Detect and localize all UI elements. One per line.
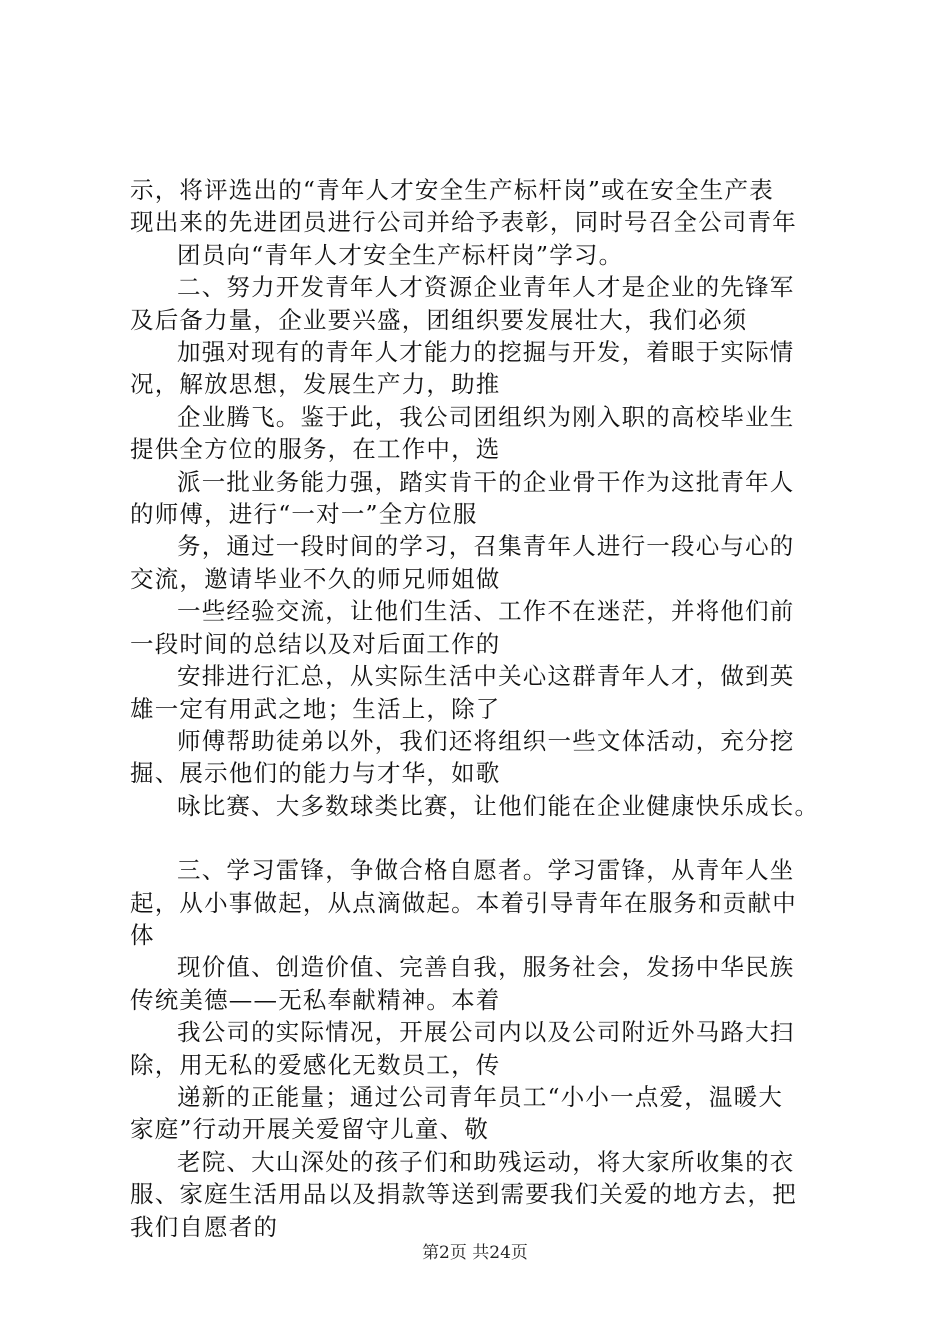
text-line: 况，解放思想，发展生产力，助推 — [130, 370, 501, 399]
text-line: 一些经验交流，让他们生活、工作不在迷茫，并将他们前 — [177, 597, 795, 626]
text-line: 交流，邀请毕业不久的师兄师姐做 — [130, 564, 501, 593]
text-line: 加强对现有的青年人才能力的挖掘与开发，着眼于实际情 — [177, 338, 795, 367]
text-line: 掘、展示他们的能力与才华，如歌 — [130, 759, 501, 788]
text-line: 三、学习雷锋，争做合格自愿者。学习雷锋，从青年人坐 — [177, 856, 795, 885]
text-line: 团员向“青年人才安全生产标杆岗”学习。 — [177, 240, 624, 269]
text-line: 我公司的实际情况，开展公司内以及公司附近外马路大扫 — [177, 1018, 795, 1047]
text-line: 一段时间的总结以及对后面工作的 — [130, 629, 501, 658]
text-line: 咏比赛、大多数球类比赛，让他们能在企业健康快乐成长。 — [177, 791, 820, 820]
text-line: 雄一定有用武之地；生活上，除了 — [130, 694, 501, 723]
text-line: 二、努力开发青年人才资源企业青年人才是企业的先锋军 — [177, 273, 795, 302]
text-line: 现出来的先进团员进行公司并给予表彰，同时号召全公司青年 — [130, 208, 797, 237]
document-body — [130, 174, 850, 1243]
text-line: 老院、大山深处的孩子们和助残运动，将大家所收集的衣 — [177, 1147, 795, 1176]
text-line: 现价值、创造价值、完善自我，服务社会，发扬中华民族 — [177, 953, 795, 982]
text-line: 及后备力量，企业要兴盛，团组织要发展壮大，我们必须 — [130, 305, 748, 334]
text-line: 起，从小事做起，从点滴做起。本着引导青年在服务和贡献中 — [130, 888, 797, 917]
text-line: 我们自愿者的 — [130, 1212, 279, 1241]
paragraph-gap — [130, 822, 850, 854]
text-line: 师傅帮助徒弟以外，我们还将组织一些文体活动，充分挖 — [177, 726, 795, 755]
text-line: 服、家庭生活用品以及捐款等送到需要我们关爱的地方去，把 — [130, 1180, 797, 1209]
text-line: 除，用无私的爱感化无数员工，传 — [130, 1050, 501, 1079]
text-line: 务，通过一段时间的学习，召集青年人进行一段心与心的 — [177, 532, 795, 561]
page-number-footer: 第2页 共24页 — [422, 1243, 528, 1263]
text-line: 的师傅，进行“一对一”全方位服 — [130, 500, 478, 529]
text-line: 家庭”行动开展关爱留守儿童、敬 — [130, 1115, 490, 1144]
text-line: 安排进行汇总，从实际生活中关心这群青年人才，做到英 — [177, 662, 795, 691]
text-line: 递新的正能量；通过公司青年员工“小小一点爱，温暖大 — [177, 1082, 784, 1111]
text-line: 传统美德——无私奉献精神。本着 — [130, 985, 501, 1014]
text-line: 提供全方位的服务，在工作中，选 — [130, 435, 501, 464]
text-line: 派一批业务能力强，踏实肯干的企业骨干作为这批青年人 — [177, 467, 795, 496]
text-line: 示，将评选出的“青年人才安全生产标杆岗”或在安全生产表 — [130, 176, 774, 204]
text-line: 企业腾飞。鉴于此，我公司团组织为刚入职的高校毕业生 — [177, 402, 795, 431]
text-line: 体 — [130, 920, 155, 949]
